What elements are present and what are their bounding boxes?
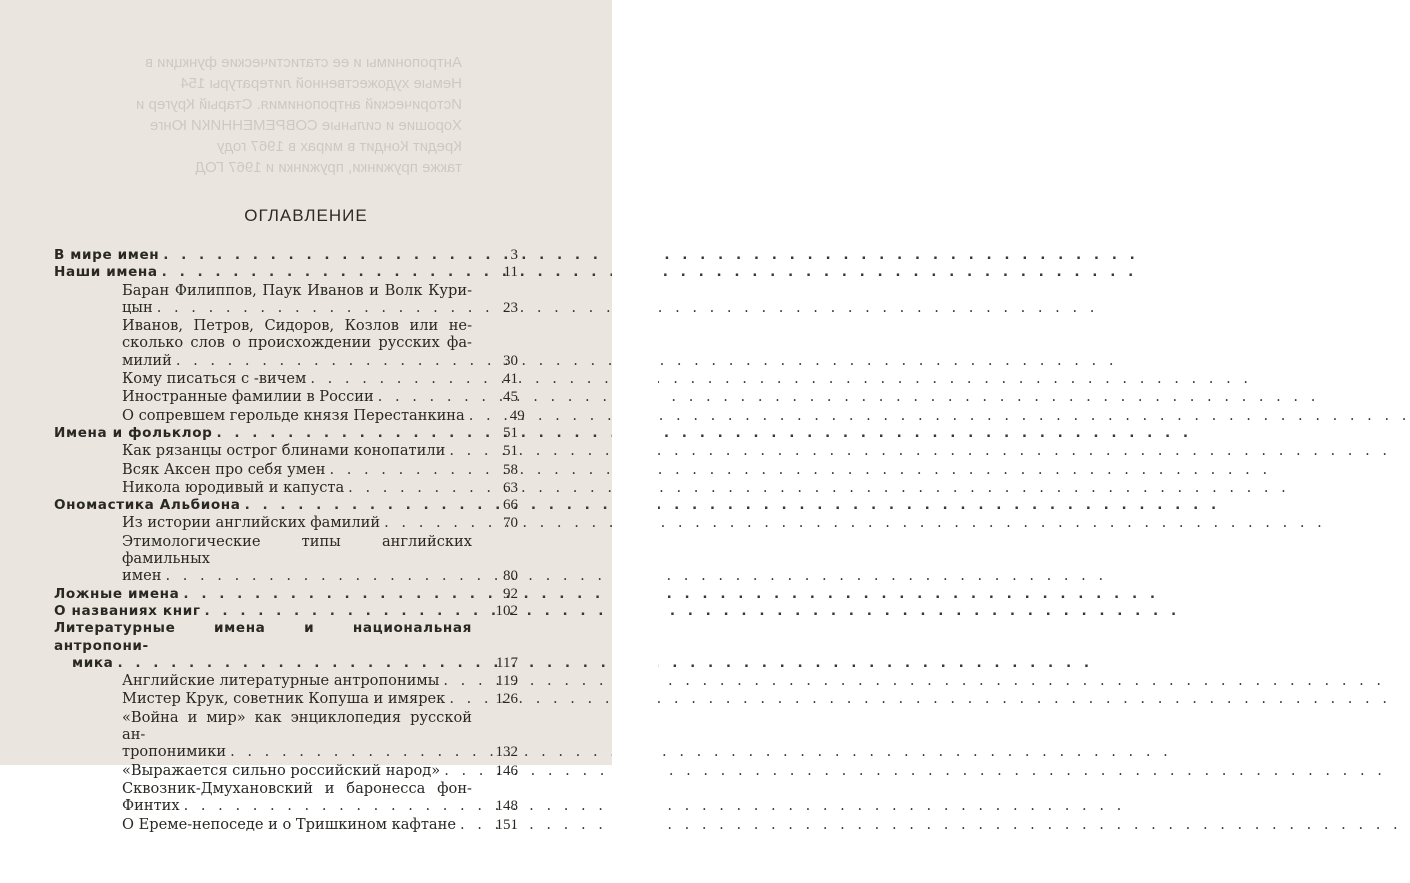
toc-page-number: 102: [495, 602, 518, 619]
toc-entry-title: мика: [72, 654, 114, 671]
toc-entry-title: Английские литературные антропонимы: [122, 672, 440, 690]
toc-entry: [54, 762, 518, 780]
toc-entry: [54, 442, 518, 460]
dot-leader: [213, 425, 473, 442]
toc-entry: [54, 497, 518, 514]
toc-page-number: 3: [510, 247, 518, 263]
toc-entry-title: Как рязанцы острог блинами конопатили: [122, 442, 446, 460]
toc-page-number: 119: [496, 673, 518, 690]
dot-leader: [374, 388, 472, 405]
toc-entry-title: тропонимики: [122, 743, 227, 761]
toc-page-number: 41: [503, 371, 518, 388]
toc-page-number: 92: [503, 585, 518, 602]
toc-entry: [54, 406, 525, 425]
toc-entry-line: Сквозник-Дмухановский и баронесса фон-: [122, 779, 472, 797]
bleed-through-text: Антропонимы и ее статистические функции в Немые художественной литературы 154 Исторический антропонимия. Старый Кругер и Хорошие и сильные СОВРЕМЕННИКИ Юнге Кредит Кондит в мирах в 1967 году также пружинки, пружинки и 1967 ГОД: [136, 54, 462, 176]
toc-entry-title: О названиях книг: [54, 602, 201, 619]
toc-page-number: 126: [495, 691, 518, 708]
toc-entry-title: О Ереме-непоседе и о Тришкином кафтане: [122, 815, 456, 833]
toc-entry: [54, 816, 518, 834]
toc-entry-title: В мире имен: [54, 247, 160, 263]
toc-entry-line: Этимологические типы английских фамильных: [122, 532, 472, 568]
toc-page-number: 49: [509, 407, 525, 424]
dot-leader: [172, 352, 472, 369]
toc-page-number: 66: [503, 497, 518, 514]
toc-entry: [54, 247, 518, 264]
table-of-contents: [54, 247, 525, 834]
toc-entry: [54, 780, 518, 816]
toc-entry-title: О сопревшем герольде князя Перестанкина: [122, 406, 465, 424]
toc-page-number: 51: [503, 443, 518, 460]
dot-leader: [113, 655, 472, 672]
page-title: ОГЛАВЛЕНИЕ: [244, 206, 368, 225]
toc-entry: [54, 282, 518, 318]
toc-entry-title: Иностранные фамилии в России: [122, 388, 374, 406]
dot-leader: [445, 690, 472, 707]
toc-entry-line: сколько слов о происхождении русских фа-: [122, 334, 472, 352]
dot-leader: [161, 567, 472, 584]
dot-leader: [456, 816, 472, 833]
toc-page-number: 63: [503, 479, 518, 496]
toc-entry: [54, 317, 518, 370]
dot-leader: [153, 299, 472, 316]
toc-entry-title: Кому писаться с -вичем: [122, 370, 307, 388]
toc-entry: [54, 603, 518, 620]
toc-entry-title: цын: [122, 298, 153, 316]
dot-leader: [325, 461, 472, 478]
toc-entry-line: Литературные имена и национальная антропони-: [54, 620, 472, 654]
toc-entry-title: Наши имена: [54, 264, 158, 281]
toc-entry-title: Ономастика Альбиона: [54, 497, 241, 514]
toc-entry-line: «Война и мир» как энциклопедия русской ан-: [122, 708, 472, 744]
toc-page-number: 11: [503, 264, 518, 281]
toc-entry: [54, 620, 518, 672]
dot-leader: [179, 586, 472, 603]
toc-page-number: 51: [503, 424, 518, 441]
dot-leader: [344, 479, 472, 496]
dot-leader: [306, 370, 472, 387]
dot-leader: [180, 797, 472, 814]
toc-entry-title: Финтих: [122, 797, 180, 815]
dot-leader: [201, 603, 472, 620]
book-page: [0, 0, 612, 833]
dot-leader: [241, 497, 472, 514]
toc-entry-title: Имена и фольклор: [54, 424, 213, 441]
toc-entry: [54, 690, 518, 708]
toc-entry: [54, 264, 518, 281]
toc-entry: [54, 461, 518, 479]
toc-entry-title: «Выражается сильно российский народ»: [122, 761, 441, 779]
toc-page-number: 151: [495, 816, 518, 833]
toc-entry-title: Из истории английских фамилий: [122, 514, 381, 532]
toc-entry: [54, 709, 518, 762]
toc-entry: [54, 479, 518, 497]
toc-entry: [54, 672, 518, 690]
toc-page-number: 148: [495, 798, 518, 815]
dot-leader: [226, 743, 472, 760]
toc-entry: [54, 370, 518, 388]
toc-page-number: 23: [503, 299, 518, 316]
toc-page-number: 58: [503, 461, 518, 478]
toc-entry: [54, 514, 518, 532]
toc-page-number: 146: [495, 762, 518, 779]
toc-entry: [54, 586, 518, 603]
toc-page-number: 70: [503, 515, 518, 532]
toc-page-number: 117: [496, 654, 518, 671]
dot-leader: [158, 264, 472, 281]
toc-entry-title: Ложные имена: [54, 585, 180, 602]
toc-page-number: 132: [495, 744, 518, 761]
toc-entry-title: милий: [122, 351, 172, 369]
dot-leader: [465, 407, 479, 424]
toc-entry-title: Мистер Крук, советник Копуша и имярек: [122, 690, 446, 708]
toc-entry-line: Иванов, Петров, Сидоров, Козлов или не-: [122, 317, 472, 335]
toc-entry-title: имен: [122, 567, 162, 585]
dot-leader: [159, 247, 472, 264]
toc-entry-title: Никола юродивый и капуста: [122, 478, 345, 496]
dot-leader: [439, 672, 472, 689]
dot-leader: [440, 762, 472, 779]
page-margin: [612, 0, 658, 883]
toc-page-number: 80: [503, 568, 518, 585]
toc-entry-title: Всяк Аксен про себя умен: [122, 460, 326, 478]
toc-page-number: 45: [503, 389, 518, 406]
dot-leader: [445, 442, 472, 459]
toc-entry: [54, 388, 518, 406]
toc-entry-line: Баран Филиппов, Паук Иванов и Волк Кури-: [122, 281, 472, 299]
toc-entry: [54, 425, 518, 442]
dot-leader: [380, 514, 472, 531]
toc-entry: [54, 533, 518, 586]
toc-page-number: 30: [503, 352, 518, 369]
